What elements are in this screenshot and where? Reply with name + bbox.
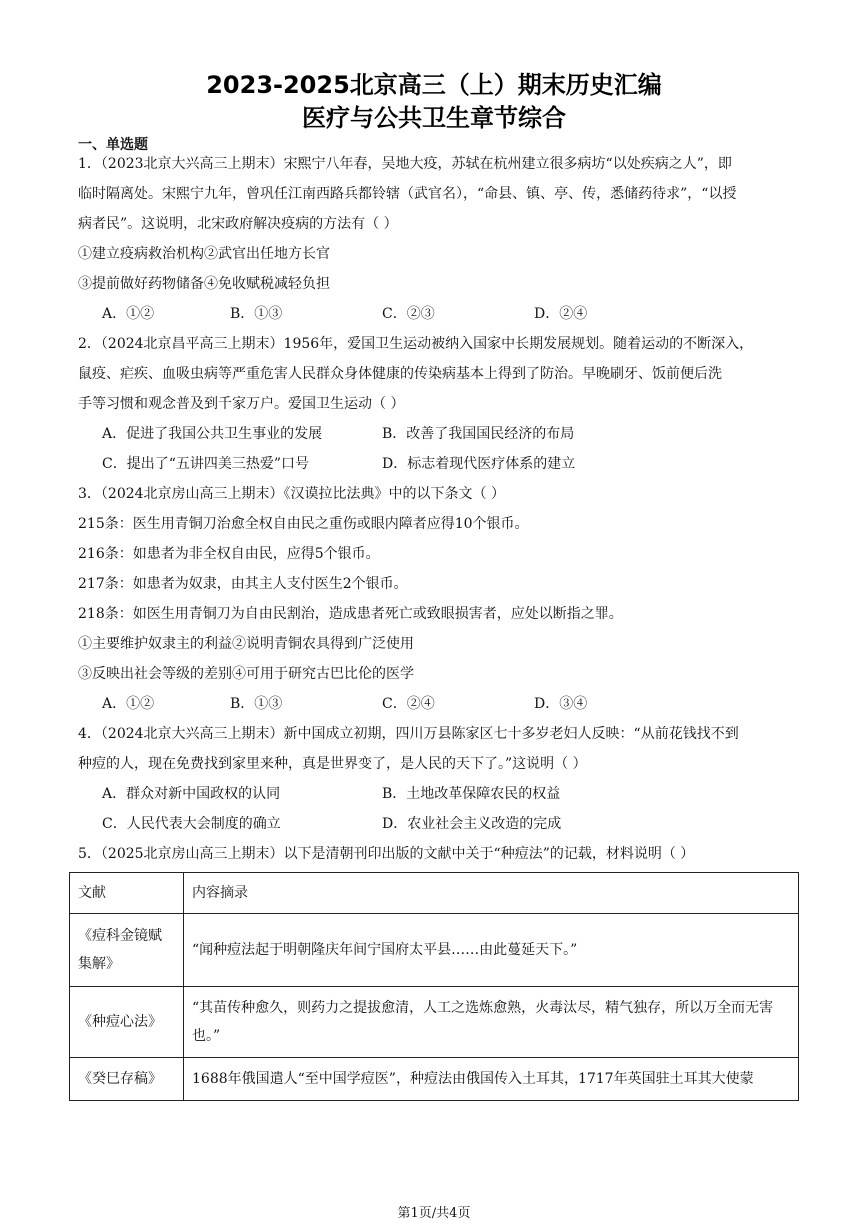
table-cell-source: 《痘科金镜赋集解》 [70,914,184,987]
q1-stem-line: 1．（2023北京大兴高三上期末）宋熙宁八年春，吴地大疫，苏轼在杭州建立很多病坊“以处疾病之人”，即 [78,156,732,172]
table-header-cell: 文献 [70,873,184,914]
q4-option-a[interactable]: A．群众对新中国政权的认同 [102,786,281,802]
table-cell-excerpt: “闻种痘法起于明朝隆庆年间宁国府太平县……由此蔓延天下。” [184,914,799,987]
table-row [70,987,799,1058]
q3-statement: ③反映出社会等级的差别④可用于研究古巴比伦的医学 [78,666,414,682]
q1-option-b[interactable]: B．①③ [230,306,283,322]
q3-article: 216条：如患者为非全权自由民，应得5个银币。 [78,546,380,562]
q4-option-c[interactable]: C．人民代表大会制度的确立 [102,816,281,832]
table-row [70,1058,799,1101]
section-heading: 一、单选题 [78,137,148,153]
q1-stem-line: 临时隔离处。宋熙宁九年，曾巩任江南西路兵都铃辖（武官名），“命县、镇、亭、传，悉储药待求”，“以授 [78,186,737,202]
q1-statement: ①建立疫病救治机构②武官出任地方长官 [78,246,330,262]
page-subtitle: 医疗与公共卫生章节综合 [302,104,566,132]
table-cell-excerpt: “其苗传种愈久，则药力之提拔愈清，人工之选炼愈熟，火毒汰尽，精气独存，所以万全而无害也。” [184,987,799,1058]
q3-option-d[interactable]: D．③④ [534,696,588,712]
q1-option-d[interactable]: D．②④ [534,306,588,322]
q2-option-a[interactable]: A．促进了我国公共卫生事业的发展 [102,426,323,442]
page-number: 第1页/共4页 [397,1206,471,1221]
page-title: 2023-2025北京高三（上）期末历史汇编 [206,71,662,99]
q5-stem-line: 5．（2025北京房山高三上期末）以下是清朝刊印出版的文献中关于“种痘法”的记载，材料说明（ ） [78,846,695,862]
table-cell-excerpt: 1688年俄国遣人“至中国学痘医”，种痘法由俄国传入土耳其，1717年英国驻土耳其大使蒙 [184,1058,799,1101]
q1-option-a[interactable]: A．①② [102,306,155,322]
table-header-cell: 内容摘录 [184,873,799,914]
q1-option-c[interactable]: C．②③ [382,306,435,322]
q3-option-c[interactable]: C．②④ [382,696,435,712]
q3-article: 215条：医生用青铜刀治愈全权自由民之重伤或眼内障者应得10个银币。 [78,516,529,532]
table-header-row [70,873,799,914]
q3-article: 217条：如患者为奴隶，由其主人支付医生2个银币。 [78,576,408,592]
q3-statement: ①主要维护奴隶主的利益②说明青铜农具得到广泛使用 [78,636,414,652]
q2-stem-line: 手等习惯和观念普及到千家万户。爱国卫生运动（ ） [78,396,405,412]
table-cell-source: 《种痘心法》 [70,987,184,1058]
q5-material-table [69,872,799,1101]
q4-option-b[interactable]: B．土地改革保障农民的权益 [382,786,561,802]
q3-option-b[interactable]: B．①③ [230,696,283,712]
q2-option-b[interactable]: B．改善了我国国民经济的布局 [382,426,575,442]
table-cell-source: 《癸巳存稿》 [70,1058,184,1101]
q2-option-d[interactable]: D．标志着现代医疗体系的建立 [382,456,576,472]
table-row [70,914,799,987]
q1-stem-line: 病者民”。这说明，北宋政府解决疫病的方法有（ ） [78,216,398,232]
q4-stem-line: 种痘的人，现在免费找到家里来种，真是世界变了，是人民的天下了。”这说明（ ） [78,756,587,772]
q3-stem-line: 3．（2024北京房山高三上期末）《汉谟拉比法典》中的以下条文（ ） [78,486,505,502]
q2-option-c[interactable]: C．提出了“五讲四美三热爱”口号 [102,456,310,472]
q2-stem-line: 鼠疫、疟疾、血吸虫病等严重危害人民群众身体健康的传染病基本上得到了防治。早晚刷牙、饭前便后洗 [78,366,722,382]
q4-option-d[interactable]: D．农业社会主义改造的完成 [382,816,562,832]
q2-stem-line: 2．（2024北京昌平高三上期末）1956年，爱国卫生运动被纳入国家中长期发展规划。随着运动的不断深入， [78,336,754,352]
q1-statement: ③提前做好药物储备④免收赋税减轻负担 [78,276,330,292]
q4-stem-line: 4．（2024北京大兴高三上期末）新中国成立初期，四川万县陈家区七十多岁老妇人反映：“从前花钱找不到 [78,726,739,742]
q3-option-a[interactable]: A．①② [102,696,155,712]
q3-article: 218条：如医生用青铜刀为自由民割治，造成患者死亡或致眼损害者，应处以断指之罪。 [78,606,623,622]
